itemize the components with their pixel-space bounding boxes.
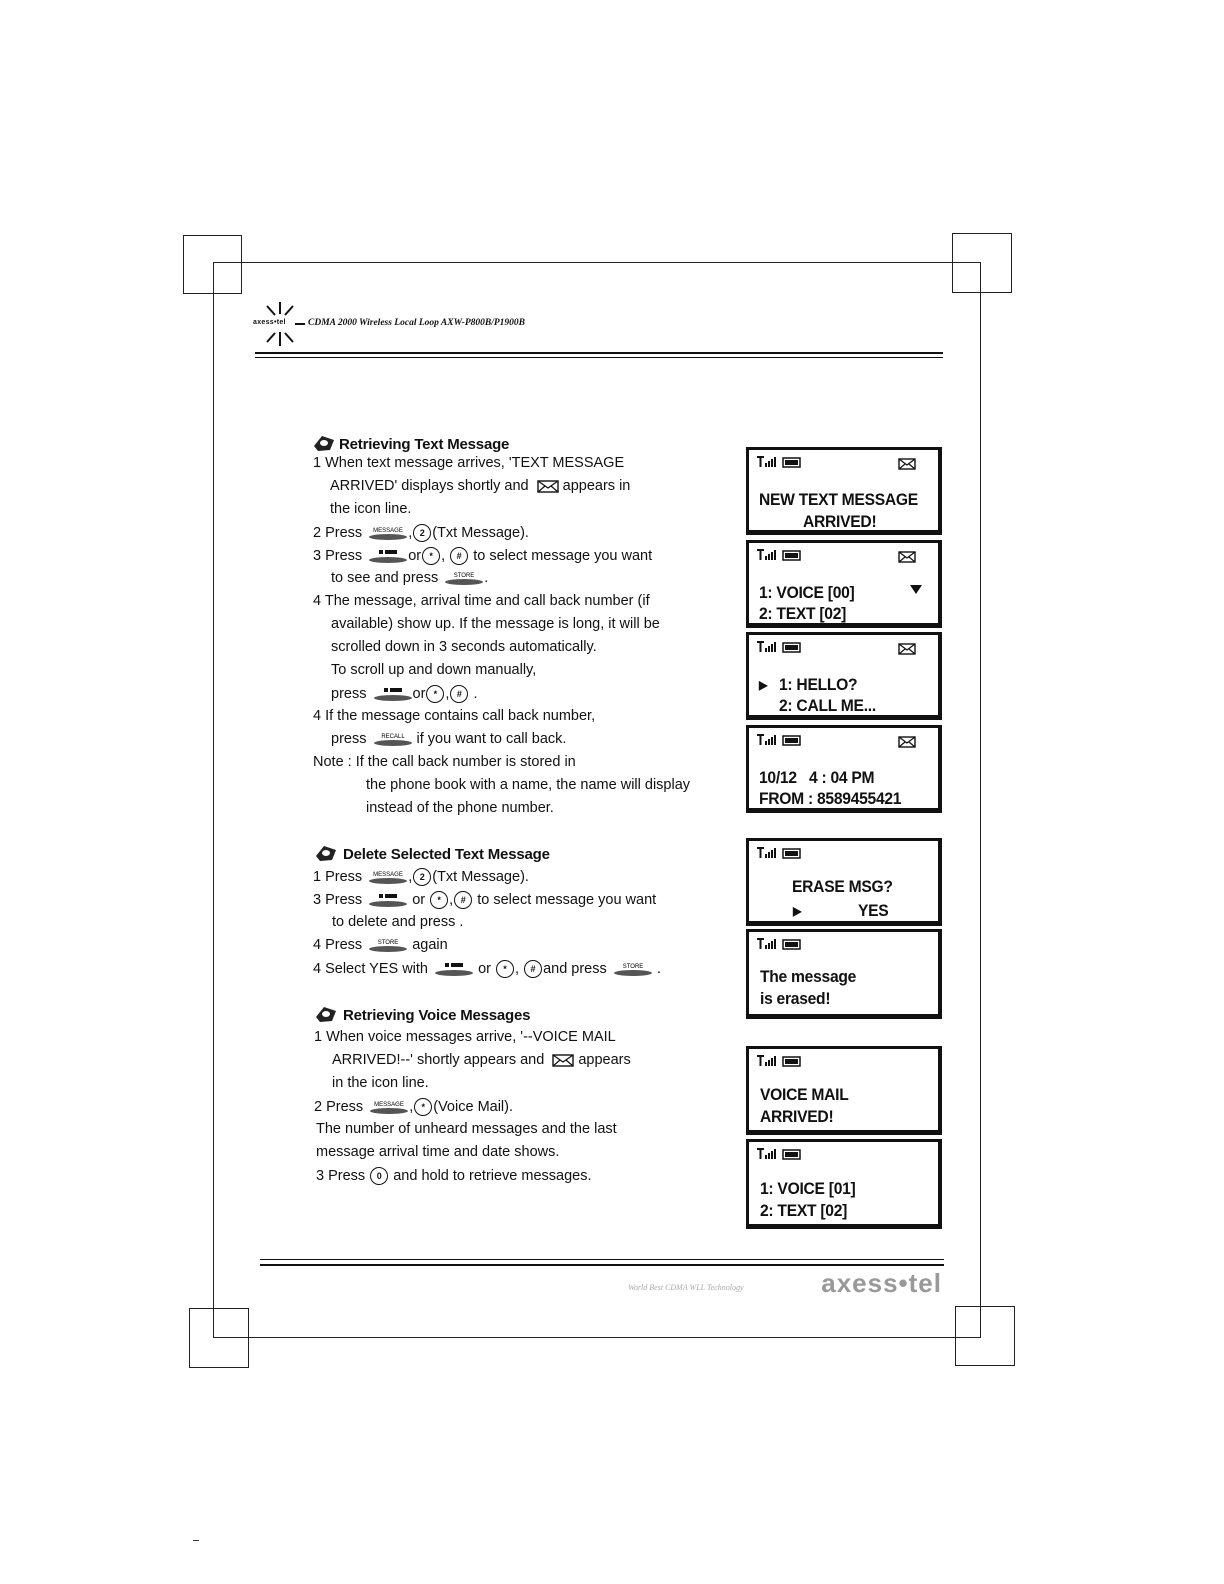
lcd-line: The message	[760, 967, 857, 986]
message-key-icon	[368, 1101, 408, 1113]
lcd-line: FROM : 8589455421	[759, 789, 902, 808]
text-line: To scroll up and down manually,	[331, 662, 537, 678]
signal-battery-icon	[757, 938, 803, 950]
envelope-icon	[898, 458, 916, 470]
nav-key-icon	[367, 894, 407, 906]
text-line: 1 Press MESSAGE , 2 (Txt Message).	[313, 868, 529, 885]
text-line: The number of unheard messages and the last	[316, 1121, 617, 1137]
text-line: press or * , # .	[331, 685, 478, 702]
section-title-retrieving-text: Retrieving Text Message	[312, 434, 509, 453]
message-key-icon	[367, 871, 407, 883]
text-line: 3 Press or * , # to select message you want	[313, 547, 653, 564]
text-line: scrolled down in 3 seconds automatically.	[331, 639, 597, 655]
lcd-screen-erase	[746, 838, 942, 926]
star-key-icon: *	[496, 960, 514, 978]
lcd-line: 2: TEXT [02]	[760, 1201, 848, 1220]
text-line: ARRIVED' displays shortly and appears in	[330, 478, 631, 494]
text-line: 3 Press 0 and hold to retrieve messages.	[316, 1167, 592, 1184]
text-line: 4 Press STORE again	[313, 937, 448, 953]
text-line: the phone book with a name, the name will display	[366, 777, 691, 793]
phone-icon	[312, 434, 336, 452]
lcd-line: YES	[858, 901, 889, 920]
text-line: press RECALL if you want to call back.	[331, 731, 567, 747]
lcd-screen-erased	[746, 929, 942, 1019]
store-key-icon	[367, 939, 407, 951]
header-title: CDMA 2000 Wireless Local Loop AXW-P800B/P1900B	[308, 318, 526, 328]
text-line: available) show up. If the message is long, it will be	[331, 616, 660, 632]
text-line: to delete and press .	[332, 914, 464, 930]
phone-icon	[312, 844, 340, 862]
signal-battery-icon	[757, 847, 803, 859]
svg-text:MESSAGE: MESSAGE	[373, 528, 404, 534]
lcd-line: is erased!	[760, 989, 831, 1008]
star-key-icon: *	[422, 547, 440, 565]
lcd-line: NEW TEXT MESSAGE	[759, 490, 918, 509]
envelope-icon	[898, 551, 916, 563]
svg-text:MESSAGE: MESSAGE	[373, 872, 404, 878]
text-line: the icon line.	[330, 501, 412, 517]
phone-icon	[312, 1005, 340, 1023]
hash-key-icon: #	[450, 685, 468, 703]
key-2-icon: 2	[413, 524, 431, 542]
message-key-icon	[367, 527, 407, 539]
text-line: to see and press STORE .	[331, 570, 489, 586]
envelope-icon	[537, 480, 559, 493]
lcd-line: 1: VOICE [00]	[759, 583, 855, 602]
key-2-icon: 2	[413, 868, 431, 886]
hash-key-icon: #	[454, 891, 472, 909]
signal-battery-icon	[757, 549, 803, 561]
star-key-icon: *	[414, 1098, 432, 1116]
key-0-icon: 0	[370, 1167, 388, 1185]
nav-key-icon	[367, 550, 407, 562]
section-title-delete-text: Delete Selected Text Message	[312, 844, 550, 863]
lcd-screen-new-text	[746, 447, 942, 535]
signal-battery-icon	[757, 456, 803, 468]
footer-rule-thin	[260, 1259, 944, 1260]
signal-battery-icon	[757, 734, 803, 746]
text-line: 4 If the message contains call back number,	[313, 708, 596, 724]
text-line: 3 Press or * , # to select message you want	[313, 891, 657, 908]
text-line: 4 Select YES with or * , # and press STORE .	[313, 960, 661, 977]
lcd-screen-voice-mail	[746, 1046, 942, 1135]
lcd-line: 1: HELLO?	[779, 675, 858, 694]
recall-key-icon	[372, 733, 412, 745]
header-logo-text: axess•tel	[253, 319, 286, 326]
text-line: 4 The message, arrival time and call back number (if	[313, 593, 650, 609]
envelope-icon	[552, 1054, 574, 1067]
lcd-line: ARRIVED!	[760, 1107, 834, 1126]
lcd-screen-msg-detail	[746, 725, 942, 813]
nav-key-icon	[433, 963, 473, 975]
envelope-icon	[898, 643, 916, 655]
svg-text:STORE: STORE	[377, 940, 399, 947]
svg-text:STORE: STORE	[453, 573, 475, 580]
svg-text:RECALL: RECALL	[380, 734, 405, 741]
text-line: instead of the phone number.	[366, 800, 554, 816]
footer-brand: axess•tel	[821, 1268, 942, 1298]
text-line: ARRIVED!--' shortly appears and appears	[332, 1052, 631, 1068]
store-key-icon	[612, 963, 652, 975]
lcd-pointer: ▶	[793, 904, 802, 918]
svg-text:STORE: STORE	[622, 964, 644, 970]
text-line: in the icon line.	[332, 1075, 429, 1091]
hash-key-icon: #	[450, 547, 468, 565]
lcd-line: VOICE MAIL	[760, 1085, 849, 1104]
store-key-icon	[443, 572, 483, 584]
lcd-line: 10/12 4 : 04 PM	[759, 768, 875, 787]
scroll-down-arrow-icon	[910, 585, 922, 594]
star-key-icon: *	[426, 685, 444, 703]
header-rule-thin	[255, 357, 943, 358]
lcd-line: 1: VOICE [01]	[760, 1179, 856, 1198]
lcd-line: ARRIVED!	[803, 512, 877, 531]
text-line: 2 Press MESSAGE , * (Voice Mail).	[314, 1098, 514, 1115]
signal-battery-icon	[757, 641, 803, 653]
text-line: message arrival time and date shows.	[316, 1144, 560, 1160]
lcd-line: 2: TEXT [02]	[759, 604, 847, 623]
text-line: 2 Press MESSAGE , 2 (Txt Message).	[313, 524, 529, 541]
text-line: 1 When voice messages arrive, '--VOICE MAIL	[314, 1029, 616, 1045]
lcd-screen-msg-list	[746, 540, 942, 628]
star-key-icon: *	[430, 891, 448, 909]
lcd-screen-msg-preview	[746, 632, 942, 720]
nav-key-icon	[372, 688, 412, 700]
lcd-pointer: ▶	[759, 678, 768, 692]
header-rule	[255, 352, 943, 354]
signal-battery-icon	[757, 1055, 803, 1067]
signal-battery-icon	[757, 1148, 803, 1160]
svg-text:MESSAGE: MESSAGE	[374, 1102, 405, 1108]
footer-rule	[260, 1264, 944, 1266]
lcd-line: 2: CALL ME...	[779, 696, 876, 715]
text-line: 1 When text message arrives, 'TEXT MESSAGE	[313, 455, 625, 471]
section-title-retrieving-voice: Retrieving Voice Messages	[312, 1005, 530, 1024]
footer-tagline: World Best CDMA WLL Technology	[628, 1283, 744, 1292]
hash-key-icon: #	[524, 960, 542, 978]
lcd-line: ERASE MSG?	[792, 877, 893, 896]
envelope-icon	[898, 736, 916, 748]
text-line: Note : If the call back number is stored in	[313, 754, 576, 770]
page-mark	[193, 1540, 199, 1541]
lcd-screen-voice-list	[746, 1139, 942, 1229]
